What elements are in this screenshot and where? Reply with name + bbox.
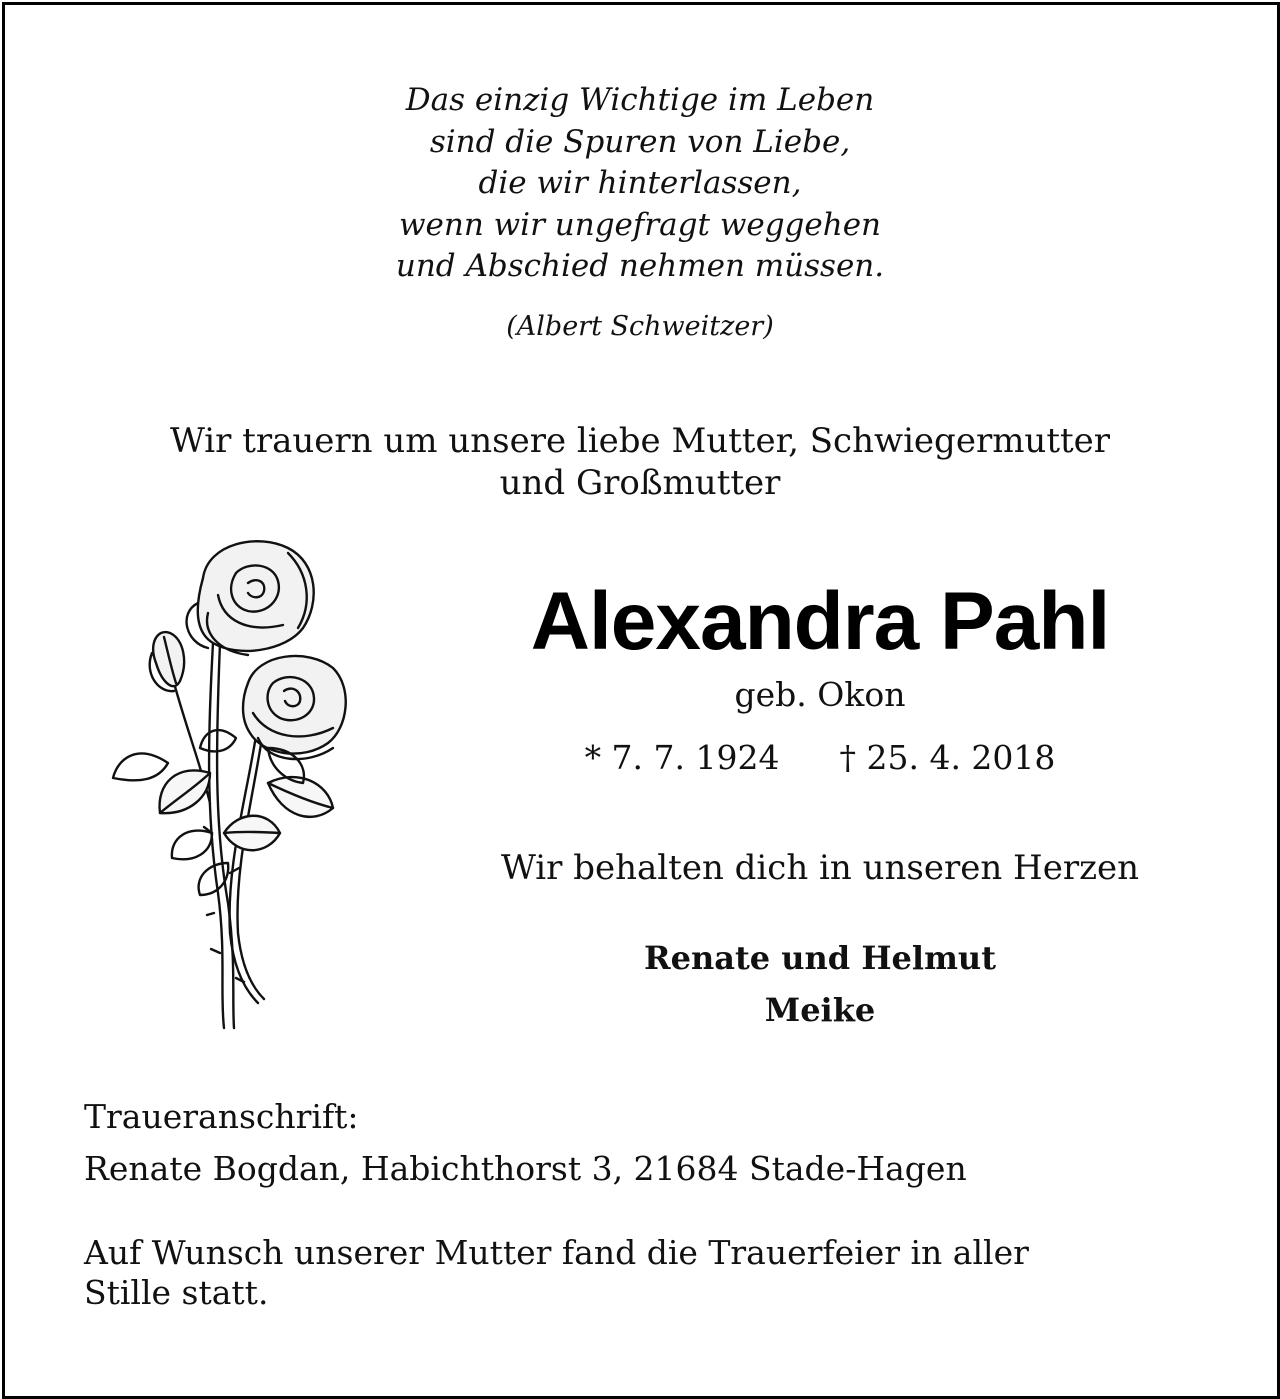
quote-line: die wir hinterlassen, xyxy=(478,165,802,201)
intro-line: und Großmutter xyxy=(499,463,781,503)
closing-line: Wir behalten dich in unseren Herzen xyxy=(500,848,1140,888)
death-date: † 25. 4. 2018 xyxy=(839,738,1056,777)
signers-block xyxy=(470,932,1170,1036)
birth-date: * 7. 7. 1924 xyxy=(584,738,780,777)
maiden-name: geb. Okon xyxy=(734,675,906,714)
intro-text xyxy=(0,420,1280,504)
notice-line: Auf Wunsch unserer Mutter fand die Trauerfeier in aller xyxy=(84,1233,1029,1272)
signer-line: Renate und Helmut xyxy=(644,939,996,977)
life-dates xyxy=(470,738,1170,777)
quote-author: (Albert Schweitzer) xyxy=(506,311,774,342)
intro-line: Wir trauern um unsere liebe Mutter, Schwiegermutter xyxy=(169,421,1111,461)
address-text: Renate Bogdan, Habichthorst 3, 21684 Stade-Hagen xyxy=(84,1149,967,1188)
ceremony-notice xyxy=(84,1233,1204,1313)
quote-line: und Abschied nehmen müssen. xyxy=(395,248,885,284)
signer-line: Meike xyxy=(764,991,876,1029)
quote-line: Das einzig Wichtige im Leben xyxy=(405,82,875,118)
quote-line: sind die Spuren von Liebe, xyxy=(429,123,851,160)
quote-line: wenn wir ungefragt weggehen xyxy=(398,206,882,243)
deceased-name: Alexandra Pahl xyxy=(530,576,1110,667)
notice-line: Stille statt. xyxy=(84,1273,269,1312)
rose-illustration-icon xyxy=(108,533,358,1033)
address-label: Traueranschrift: xyxy=(84,1097,359,1136)
quote-block xyxy=(0,80,1280,288)
